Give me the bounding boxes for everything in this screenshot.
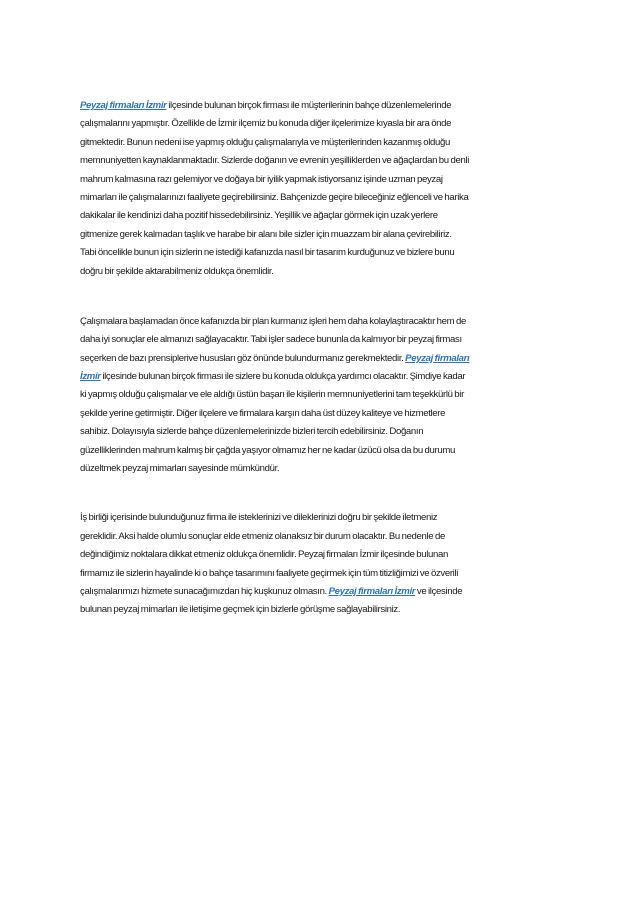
text-segment: seçerken de bazı prensiplerive hususları göz önünde bulundurmanız gerekmektedir. — [80, 352, 406, 364]
text-line — [80, 386, 566, 404]
text-segment: çalışmalarını yapmıştır. Özellikle de İzmir ilçemiz bu konuda diğer ilçelerimize kıyasla bir ara önde — [80, 118, 452, 130]
keyword-link[interactable]: İzmir — [80, 371, 101, 383]
text-segment: gereklidir. Aksi halde olumlu sonuçlar elde etmeniz olanaksız bir durum olacaktır. Bu nedenle de — [80, 530, 445, 542]
text-segment: güzelliklerinden mahrum kalmış bir çağda yaşıyor olmamız her ne kadar üzücü olsa da bu durumu — [80, 444, 455, 456]
text-segment: düzeltmek peyzaj mimarları sayesinde mümkündür. — [80, 463, 280, 475]
text-line — [80, 313, 566, 331]
text-line — [80, 134, 566, 152]
text-segment: İş birliği içerisinde bulunduğunuz firma ile isteklerinizi ve dileklerinizi doğru bir şekilde iletmeniz — [80, 512, 438, 524]
document-body — [80, 97, 566, 620]
text-line — [80, 583, 566, 601]
paragraph-1 — [80, 97, 566, 281]
text-segment: ilçesinde bulunan birçok firması ile müşterilerinin bahçe düzenlemelerinde — [166, 100, 452, 111]
text-line — [80, 565, 566, 583]
text-segment: ki yapmış olduğu çalışmalar ve ele aldığı üstün başarı ile kişilerin memnuniyetlerini tam teşekkürlü bir — [80, 389, 464, 401]
text-line — [80, 189, 566, 207]
text-segment: gitmektedir. Bunun nedeni ise yapmış olduğu çalışmalarıyla ve müşterilerinden kazanmış olduğu — [80, 136, 450, 148]
text-segment: daha iyi sonuçlar ele almanızı sağlayacaktır. Tabi işler sadece bununla da kalmıyor bir peyzaj firması — [80, 334, 462, 346]
keyword-link[interactable]: Peyzaj firmaları İzmir — [80, 100, 167, 111]
text-line — [80, 368, 566, 386]
text-line — [80, 460, 566, 478]
text-segment: ve ilçesinde — [415, 585, 463, 597]
text-line — [80, 263, 566, 281]
text-line — [80, 423, 566, 441]
text-line — [80, 207, 566, 225]
text-segment: memnuniyetten kaynaklanmaktadır. Sizlerde doğanın ve evrenin yeşilliklerden ve ağaçlardan bu denli — [80, 155, 470, 167]
keyword-link[interactable]: Peyzaj firmaları İzmir — [328, 585, 416, 597]
text-segment: Çalışmalara başlamadan önce kafanızda bir plan kurmanız işleri hem daha kolaylaştıracaktır hem de — [80, 315, 466, 327]
text-segment: Tabi öncelikle bunun için sizlerin ne istediği kafanızda nasıl bir tasarım kurduğunuz ve bizlere bunu — [80, 247, 455, 259]
text-line — [80, 331, 566, 349]
text-segment: ilçesinde bulunan birçok firması ile sizlere bu konuda oldukça yardımcı olacaktır. Şimdiye kadar — [100, 371, 466, 383]
text-line — [80, 226, 566, 244]
text-line — [80, 115, 566, 133]
text-segment: mimarları ile çalışmalarınızı faaliyete geçirebilirsiniz. Bahçenizde geçire bileceğiniz eğlenceli ve harika — [80, 191, 469, 203]
text-line — [80, 97, 566, 115]
text-segment: mahrum kalmasına razı gelemiyor ve doğaya bir iyilik yapmak istiyorsanız işinde uzman peyzaj — [80, 173, 443, 185]
text-segment: şekilde yerine getirmiştir. Diğer ilçelere ve firmalara karşın daha üst düzey kaliteye ve hizmetlere — [80, 407, 446, 419]
text-segment: değindiğimiz noktalara dikkat etmeniz oldukça önemlidir. Peyzaj firmaları İzmir ilçesinde bulunan — [80, 549, 448, 561]
text-segment: dakikalar ile kendinizi daha pozitif hissedebilirsiniz. Yeşillik ve ağaçlar görmek için uzak yerlere — [80, 210, 438, 222]
text-line — [80, 528, 566, 546]
text-segment: gitmenize gerek kalmadan taşlık ve harabe bir alanı bile sizler için muazzam bir alana çevirebiliriz. — [80, 228, 452, 240]
text-segment: bulunan peyzaj mimarları ile iletişime geçmek için bizlerle görüşme sağlayabilirsiniz. — [80, 604, 401, 616]
text-line — [80, 244, 566, 262]
paragraph-3 — [80, 509, 566, 619]
text-line — [80, 509, 566, 527]
text-line — [80, 405, 566, 423]
text-line — [80, 601, 566, 619]
text-segment: çalışmalarımızı hizmete sunacağımızdan hiç kuşkunuz olmasın. — [80, 585, 329, 597]
text-line — [80, 152, 566, 170]
keyword-link[interactable]: Peyzaj firmaları — [405, 352, 470, 364]
text-line — [80, 171, 566, 189]
text-line — [80, 350, 566, 368]
text-segment: sahibiz. Dolayısıyla sizlerde bahçe düzenlemelerinizde bizleri tercih edebilirsiniz. Doğanın — [80, 426, 424, 438]
text-line — [80, 546, 566, 564]
text-line — [80, 442, 566, 460]
text-segment: doğru bir şekilde aktarabilmeniz oldukça önemlidir. — [80, 265, 274, 277]
text-segment: firmamız ile sizlerin hayalinde ki o bahçe tasarımını faaliyete geçirmek için tüm titizliğimizi ve özverili — [80, 567, 459, 579]
paragraph-2 — [80, 313, 566, 479]
